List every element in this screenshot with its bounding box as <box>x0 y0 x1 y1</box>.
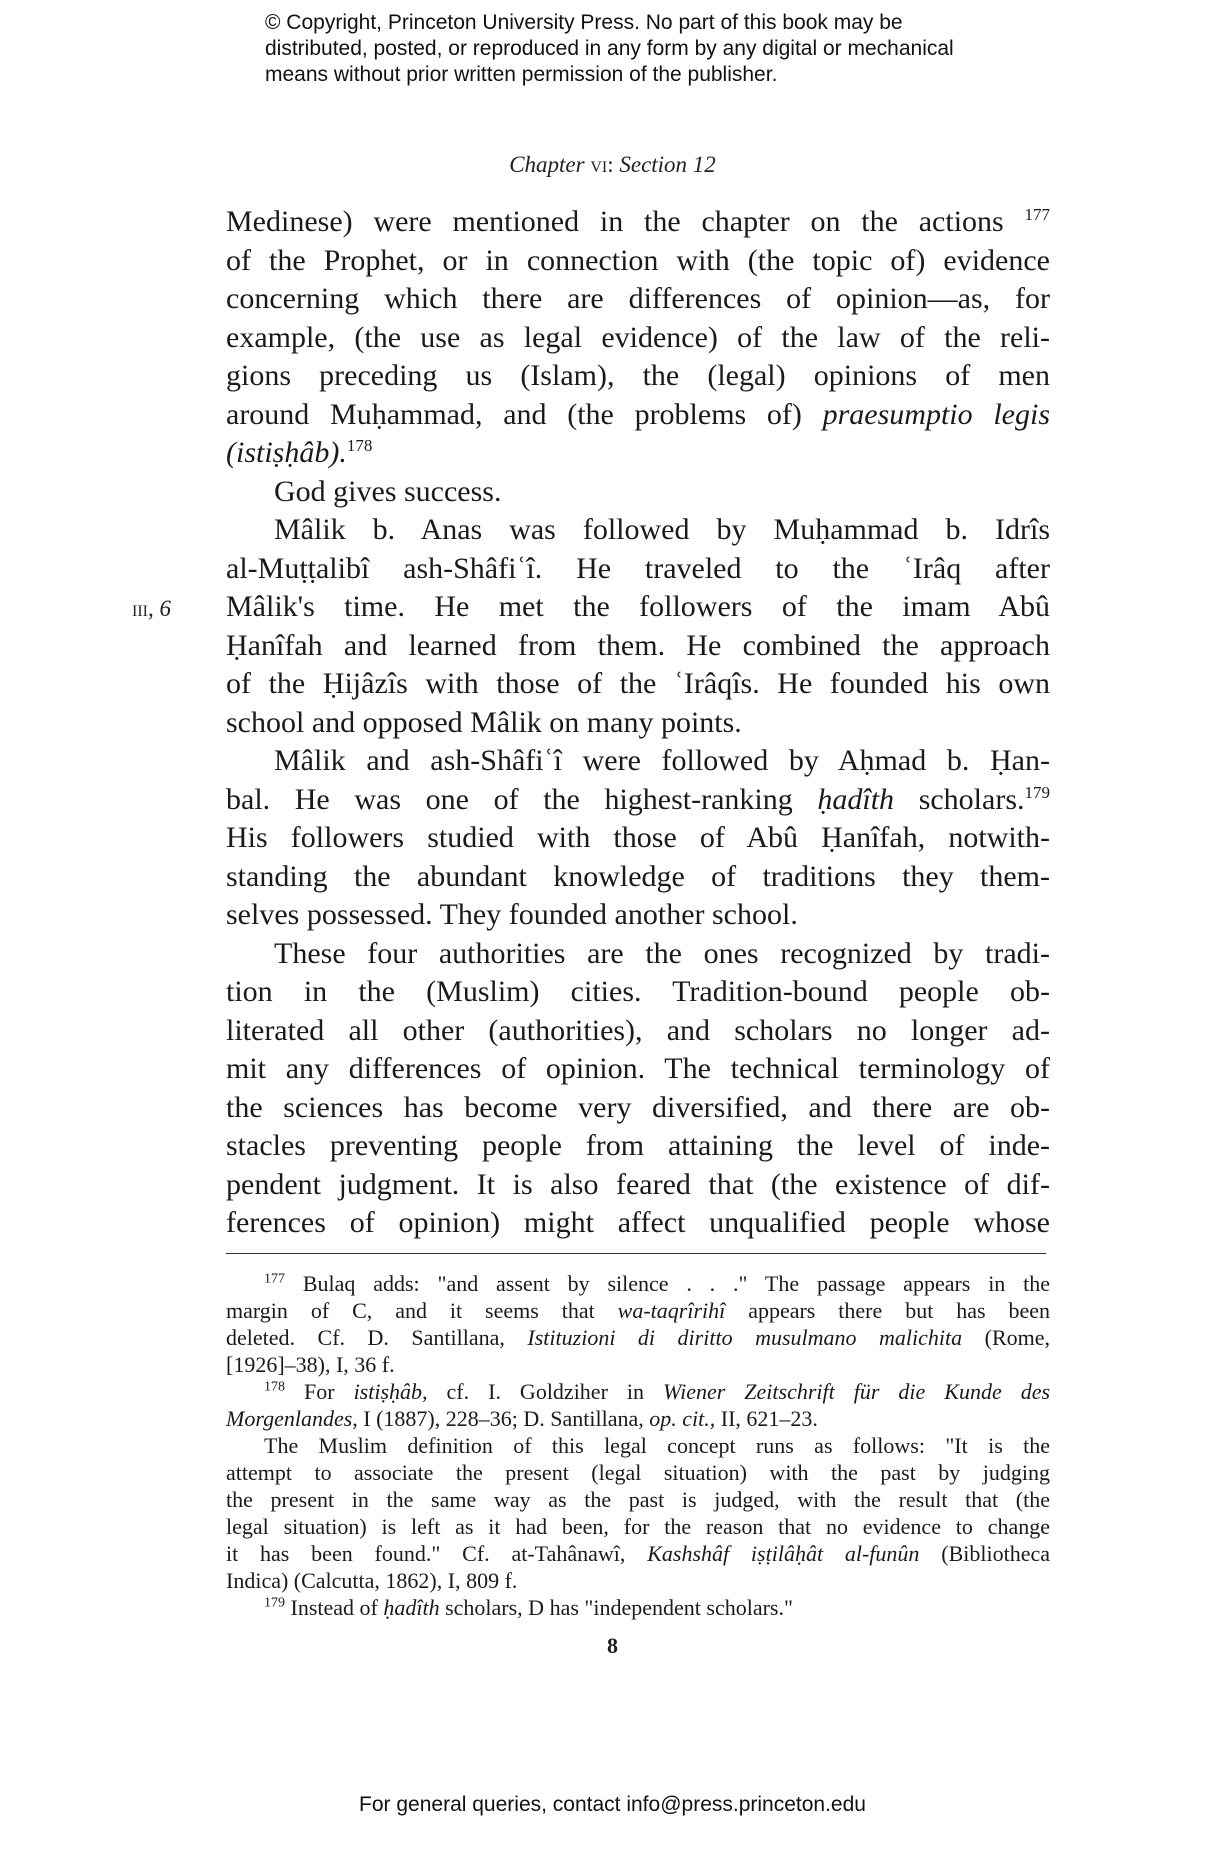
running-head <box>0 152 1225 178</box>
copyright-line: distributed, posted, or reproduced in any form by any digital or mechanical <box>265 37 954 60</box>
text-line: Mâlik and ash-Shâfiʿî were followed by Aḥmad b. Ḥan- <box>274 744 1050 777</box>
text-line: mit any differences of opinion. The technical terminology of <box>226 1052 1050 1085</box>
footnote-line: margin of C, and it seems that wa-taqrîrihî appears there but has been <box>226 1298 1051 1323</box>
footnote-line: the present in the same way as the past is judged, with the result that (the <box>226 1487 1050 1512</box>
text-line: Medinese) were mentioned in the chapter on the actions $^{177}$ <box>226 205 1051 238</box>
text-line: standing the abundant knowledge of traditions they them- <box>226 859 1050 893</box>
footnote-ref-178[interactable]: 178 <box>346 436 373 455</box>
text-line: ferences of opinion) might affect unqualified people whose <box>226 1206 1050 1239</box>
footnote-line: it has been found." Cf. at-Tahânawî, Kashshâf iṣṭilâḥât al-funûn (Bibliotheca <box>226 1541 1050 1566</box>
text-line: the sciences has become very diversified, and there are ob- <box>226 1090 1050 1124</box>
footnote-line: legal situation) is left as it had been, for the reason that no evidence to change <box>226 1514 1050 1539</box>
text-line: selves possessed. They founded another school. <box>226 898 798 931</box>
copyright-line: means without prior written permission of the publisher. <box>265 63 778 86</box>
text-line: stacles preventing people from attaining the level of inde- <box>226 1129 1050 1162</box>
footnote-line: $^{177}$ Bulaq adds: "and assent by silence . . ." The passage appears in the <box>264 1271 1051 1296</box>
text-line: bal. He was one of the highest-ranking ḥadîth scholars.$^{179}$ <box>226 782 1050 816</box>
footnote-line: $^{178}$ For istiṣḥâb, cf. I. Goldziher in Wiener Zeitschrift für die Kunde des <box>264 1379 1051 1404</box>
footnote-ref-179[interactable]: 179 <box>1024 782 1050 802</box>
text-line: literated all other (authorities), and scholars no longer ad- <box>226 1013 1050 1047</box>
footnote-line: [1926]–38), I, 36 f. <box>226 1352 395 1377</box>
text-line: His followers studied with those of Abû Ḥanîfah, notwith- <box>226 821 1050 854</box>
text-line: Ḥanîfah and learned from them. He combined the approach <box>226 628 1050 662</box>
footnote-line: Morgenlandes, I (1887), 228–36; D. Santillana, op. cit., II, 621–23. <box>226 1406 818 1431</box>
text-line: of the Prophet, or in connection with (the topic of) evidence <box>226 243 1050 277</box>
text-line: tion in the (Muslim) cities. Tradition-bound people ob- <box>226 975 1050 1008</box>
text-line: gions preceding us (Islam), the (legal) opinions of men <box>226 359 1050 392</box>
text-line: pendent judgment. It is also feared that (the existence of dif- <box>226 1167 1050 1201</box>
text-line: Mâlik's time. He met the followers of the imam Abû <box>226 590 1050 623</box>
chapter-number: vi <box>590 152 608 177</box>
text-line: example, (the use as legal evidence) of the law of the reli- <box>226 320 1050 354</box>
text-line: These four authorities are the ones recognized by tradi- <box>274 936 1050 970</box>
footnote-line: The Muslim definition of this legal concept runs as follows: "It is the <box>264 1433 1050 1458</box>
margin-page: 6 <box>159 596 171 621</box>
text-line: around Muḥammad, and (the problems of) praesumptio legis <box>226 397 1050 431</box>
text-line: al-Muṭṭalibî ash-Shâfiʿî. He traveled to the ʿIrâq after <box>226 551 1050 585</box>
footnote-line: $^{179}$ Instead of ḥadîth scholars, D has "independent scholars." <box>264 1595 793 1620</box>
margin-reference: iii, 6 <box>132 596 171 621</box>
footnote-line: deleted. Cf. D. Santillana, Istituzioni di diritto musulmano malichita (Rome, <box>226 1325 1051 1350</box>
text-line: school and opposed Mâlik on many points. <box>226 705 742 739</box>
page-number: 8 <box>607 1633 618 1658</box>
footnote-number: 178 <box>264 1379 285 1395</box>
footnote-number: 177 <box>264 1271 285 1287</box>
footnote-number: 179 <box>264 1595 285 1611</box>
text-line: of the Ḥijâzîs with those of the ʿIrâqîs. He founded his own <box>226 667 1050 700</box>
main-text <box>226 203 1050 1243</box>
footnote-line: Indica) (Calcutta, 1862), I, 809 f. <box>226 1568 518 1593</box>
footnote-divider <box>226 1253 1046 1254</box>
footnote-ref-177[interactable]: 177 <box>1024 205 1051 224</box>
text-line: God gives success. <box>274 474 502 508</box>
footnotes <box>226 1270 1050 1621</box>
contact-footer: For general queries, contact info@press.princeton.edu <box>359 1793 866 1816</box>
text-line: (istiṣḥâb).$^{178}$ <box>226 436 373 469</box>
copyright-notice <box>265 10 1025 88</box>
copyright-line: © Copyright, Princeton University Press. No part of this book may be <box>265 11 903 34</box>
chapter-word: Chapter <box>509 152 585 177</box>
text-line: Mâlik b. Anas was followed by Muḥammad b. Idrîs <box>274 513 1050 546</box>
margin-volume: iii <box>132 596 148 621</box>
running-head-colon: : <box>607 152 614 177</box>
footnote-line: attempt to associate the present (legal situation) with the past by judging <box>226 1460 1050 1485</box>
section-label: Section 12 <box>619 152 716 177</box>
text-line: concerning which there are differences of opinion—as, for <box>226 282 1050 315</box>
